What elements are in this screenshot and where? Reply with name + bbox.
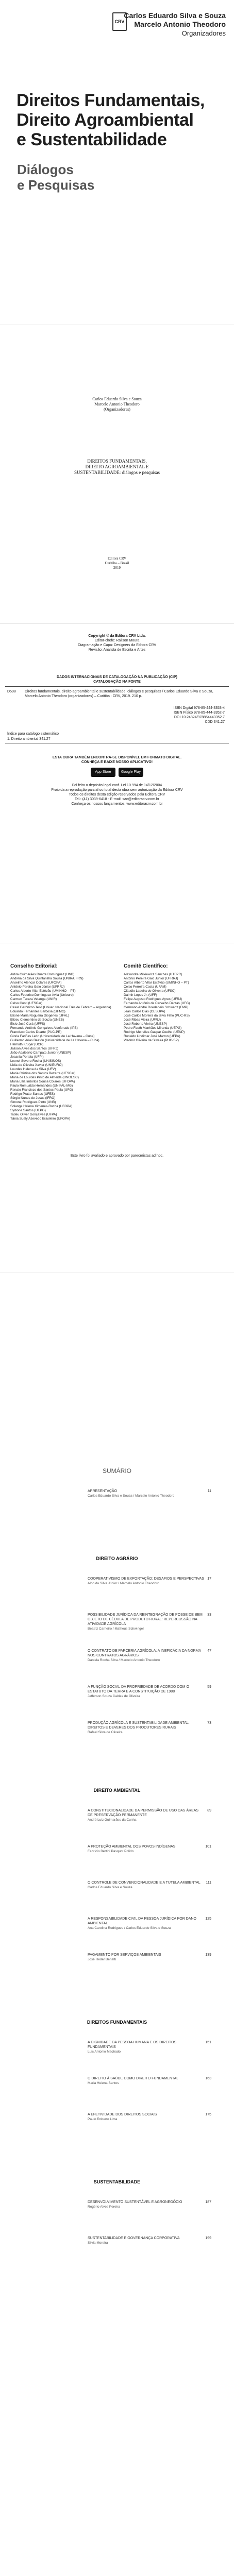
imprint-year: 2019 — [113, 566, 121, 570]
toc-entry-title: A PROTEÇÃO AMBIENTAL DOS POVOS INDÍGENAS — [88, 1845, 176, 1849]
toc-entry[interactable] — [88, 2076, 211, 2086]
toc-entry-page: 59 — [207, 1685, 211, 1689]
board-member: Maria Lília Imbiriba Sousa Colares (UFOPA) — [10, 1080, 75, 1083]
board-note: Este livro foi avaliado e aprovado por pareceristas ad hoc. — [70, 1154, 164, 1158]
toc-entry[interactable] — [88, 1953, 211, 1962]
toc-entry[interactable] — [88, 1844, 211, 1854]
board-member: Celso Conti (UFSCar) — [10, 1002, 43, 1005]
cdd-line: CDD 341.27 — [205, 720, 225, 724]
toc-entry-page: 175 — [205, 2113, 211, 2116]
toc-title: SUMÁRIO — [102, 1467, 131, 1475]
toc-entry-title: A EFETIVIDADE DOS DIREITOS SOCIAIS — [88, 2113, 157, 2116]
toc-entry-title: O DIREITO À SAÚDE COMO DIREITO FUNDAMENTAL — [88, 2077, 179, 2080]
board-member: Felipe Augusto Rodrigues Ayres (UFRJ) — [124, 997, 182, 1001]
cover-subtitle-line: Diálogos — [17, 162, 74, 177]
toc-entry-title: O CONTROLE DE CONVENCIONALIDADE E A TUTELA AMBIENTAL — [88, 1881, 200, 1885]
board-left-list — [10, 973, 121, 1121]
toc-entry[interactable] — [88, 1685, 211, 1699]
toc-entry-title: SUSTENTABILIDADE E GOVERNANÇA CORPORATIVA — [88, 2236, 180, 2240]
toc-entry-page: 101 — [205, 1845, 211, 1849]
title-page — [0, 330, 234, 618]
copyright-line: Copyright © da Editora CRV Ltda. — [88, 634, 146, 638]
title-page-editor: Carlos Eduardo Silva e Souza — [92, 397, 142, 401]
toc-entry[interactable] — [88, 1577, 211, 1586]
board-member: Germano André Doederlein Schwartz (FMP) — [124, 1006, 189, 1009]
copyright-page — [0, 629, 234, 938]
imprint-place: Curitiba – Brasil — [105, 561, 129, 565]
copyright-line: Editor-chefe: Railson Moura — [94, 639, 140, 642]
copyright-line: Revisão: Analista de Escrita e Artes — [88, 648, 146, 652]
google-play-button[interactable]: Google Play — [119, 768, 143, 777]
board-member: Sydione Santos (UEPG) — [10, 1109, 46, 1112]
board-member: Francisco Carlos Duarte (PUC-PR) — [10, 1030, 62, 1034]
table-of-contents — [0, 1484, 234, 2576]
digital-notice-line: ESTA OBRA TAMBÉM ENCONTRA-SE DISPONÍVEL EM FORMATO DIGITAL. — [52, 756, 182, 759]
board-left-title: Conselho Editorial: — [10, 963, 58, 969]
board-member: Maria Cristina dos Santos Bezerra (UFSCar) — [10, 1072, 76, 1075]
toc-entry-page: 17 — [207, 1577, 211, 1581]
board-member: Rodrigo Meirelles Gaspar Coelho (UENP) — [124, 1030, 185, 1034]
rights-line: Tel.: (41) 3039-6418 - E-mail: sac@editoracrv.com.br — [74, 798, 160, 801]
toc-entry-authors: Carlos Eduardo Silva e Souza / Marcelo Antonio Theodoro — [88, 1494, 175, 1498]
cover-editor-2: Marcelo Antonio Theodoro — [134, 20, 226, 28]
board-member: Josania Portela (UFPI) — [10, 1055, 44, 1059]
toc-entry-page: 89 — [207, 1809, 211, 1812]
board-member: Lourdes Helena da Silva (UFV) — [10, 1067, 56, 1071]
toc-entry-title: PRODUÇÃO AGRÍCOLA E SUSTENTABILIDADE AMBIENTAL: DIREITOS E DEVERES DOS PRODUTORES RURAIS — [88, 1721, 190, 1730]
board-member: Gloria Fariñas León (Universidade de La Havana – Cuba) — [10, 1035, 95, 1038]
title-page-role: (Organizadores) — [104, 407, 130, 412]
board-member: Elizeu Clementino de Souza (UNEB) — [10, 1018, 64, 1022]
toc-entry-title: COOPERATIVISMO DE EXPORTAÇÃO: DESAFIOS E PERSPECTIVAS — [88, 1577, 204, 1581]
toc-entry-authors: Rogério Alves Pereira — [88, 2205, 120, 2209]
cover-title-line: e Sustentabilidade — [16, 130, 167, 149]
title-page-title-line: DIREITO AGROAMBIENTAL E — [85, 464, 149, 469]
board-member: Celso Ferreira Costa (UFAM) — [124, 985, 166, 989]
toc-entry-authors: Beatriz Carneiro / Matheus Schwingel — [88, 1627, 144, 1631]
board-member: Carmen Tereza Velanga (UNIR) — [10, 997, 57, 1001]
toc-entry-page: 163 — [205, 2077, 211, 2080]
toc-entry-authors: Ana Carolina Rodrigues / Carlos Eduardo Silva e Souza — [88, 1926, 171, 1930]
isbn-line: ISBN Digital 978-85-444-3353-4 — [173, 706, 225, 710]
toc-entry-page: 199 — [205, 2236, 211, 2240]
board-member: Eduardo Fernandes Barbosa (UFMG) — [10, 1010, 65, 1013]
rights-line: Todos os direitos desta edição reservados pela Editora CRV — [69, 793, 165, 796]
toc-entry[interactable] — [88, 1917, 211, 1930]
toc-entry-title: O CONTRATO DE PARCERIA AGRÍCOLA: A INEFICÁCIA DA NORMA NOS CONTRATOS AGRÁRIOS — [88, 1649, 201, 1657]
toc-section-heading: DIREITO AMBIENTAL — [93, 1788, 141, 1793]
imprint-publisher: Editora CRV — [107, 556, 127, 561]
toc-entry-authors: Luis Antonio Machado — [88, 2050, 121, 2054]
catalog-header — [0, 675, 234, 684]
isbn-line: ISBN Físico 978-85-444-3352-7 — [174, 711, 225, 715]
toc-section-heading: DIREITOS FUNDAMENTAIS — [87, 2020, 147, 2025]
toc-entry[interactable] — [88, 2112, 211, 2122]
toc-entry-page: 187 — [205, 2200, 211, 2204]
cover-subtitle — [17, 162, 94, 193]
title-page-imprint — [0, 556, 234, 570]
board-member: Simone Rodrigues Pinto (UNB) — [10, 1100, 56, 1104]
toc-entry-authors: Rafael Silva de Oliveira — [88, 1731, 123, 1734]
digital-notice-line: CONHEÇA E BAIXE NOSSO APLICATIVO! — [81, 760, 153, 764]
board-member: Fernando Antônio de Carvalho Dantas (UFG) — [124, 1002, 190, 1005]
toc-entry[interactable] — [88, 2040, 211, 2054]
board-member: Lídia de Oliveira Xavier (UNIEURO) — [10, 1063, 63, 1067]
toc-section-heading: DIREITO AGRÁRIO — [96, 1556, 138, 1561]
board-member: Solange Helena Ximenes-Rocha (UFOPA) — [10, 1105, 73, 1108]
toc-entry-page: 125 — [205, 1917, 211, 1921]
board-member: Antônio Pereira Gaio Júnior (UFRRJ) — [10, 985, 65, 989]
toc-entry-authors: Silvia Moreira — [88, 2241, 108, 2245]
rights-block — [0, 783, 234, 806]
cover-editor-1: Carlos Eduardo Silva e Souza — [124, 11, 226, 20]
toc-entry-authors: Daniela Rocha Silva / Marcelo Antonio Theodoro — [88, 1658, 160, 1662]
board-member: Sérgio Nunes de Jesus (IFRO) — [10, 1096, 56, 1100]
toc-entry-title: APRESENTAÇÃO — [88, 1489, 118, 1493]
title-page-editors — [0, 397, 234, 412]
title-page-editor: Marcelo Antonio Theodoro — [94, 402, 140, 406]
cip-text: Direitos fundamentais, direito agroambiental e sustentabilidade: diálogos e pesquisas / Carlos Eduardo Silva e Souza, Marcelo Antonio Theodoro (organizadores) – Curitiba : CRV, 2019. 210 p. — [25, 690, 213, 698]
toc-entry[interactable] — [88, 1489, 211, 1498]
copyright-line: Diagramação e Capa: Designers da Editora CRV — [77, 643, 156, 647]
title-page-title-line: DIREITOS FUNDAMENTAIS, — [87, 459, 147, 464]
board-member: Aldira Guimarães Duarte Domínguez (UNB) — [10, 973, 75, 976]
board-member: Dalmir Lopes Jr. (UFF) — [124, 993, 157, 997]
index-line: 1. Direito ambiental 341.27 — [7, 737, 51, 741]
toc-entry[interactable] — [88, 2200, 211, 2209]
isbn-block — [173, 706, 225, 724]
index-header: Índice para catálogo sistemático — [7, 732, 59, 736]
board-member: Alexandre Milkiewicz Sanches (UTFPR) — [124, 973, 182, 976]
toc-entry-title: A RESPONSABILIDADE CIVIL DA PESSOA JURÍDICA POR DANO AMBIENTAL — [88, 1917, 196, 1925]
board-member: Tadeu Oliver Gonçalves (UFPA) — [10, 1113, 57, 1116]
toc-entry-title: A FUNÇÃO SOCIAL DA PROPRIEDADE DE ACORDO COM O ESTATUTO DA TERRA E A CONSTITUIÇÃO DE 1988 — [88, 1685, 189, 1693]
toc-entry-page: 111 — [206, 1881, 211, 1885]
board-member: Vladmir Oliveira da Silveira (PUC-SP) — [124, 1039, 179, 1042]
cover-title — [16, 91, 223, 149]
board-right-list — [124, 973, 227, 1043]
board-member: Jean Carlos Dias (CESUPA) — [124, 1010, 165, 1013]
cover-title-line: Direito Agroambiental — [16, 110, 194, 130]
doi-line: DOI 10.24824/978854443352.7 — [174, 716, 225, 719]
board-member: Fernando Antônio Gonçalves Alcoforado (IPB) — [10, 1026, 78, 1030]
toc-entry-authors: Paulo Roberto Lima — [88, 2117, 118, 2121]
title-page-title-line: SUSTENTABILIDADE: diálogos e pesquisas — [74, 470, 160, 475]
copyright-lines — [0, 634, 234, 652]
app-store-button[interactable]: App Store — [91, 768, 115, 777]
board-member: Tânia Suely Azevedo Brasileiro (UFOPA) — [10, 1117, 71, 1121]
toc-entry-authors: José Heder Benatti — [88, 1958, 116, 1961]
board-member: Cesar Gerónimo Tello (Univer. Nacional Três de Febrero – Argentina) — [10, 1006, 111, 1009]
toc-entry-authors: Jefferson Souza Caldas de Oliveira — [88, 1694, 140, 1698]
toc-entry-page: 33 — [207, 1613, 211, 1617]
board-member: Carlos Alberto Vilar Estêvão (UMINHO – PT) — [10, 989, 76, 993]
publisher-name: CRV — [114, 19, 125, 24]
toc-entry-title: POSSIBILIDADE JURÍDICA DA REINTEGRAÇÃO DE POSSE DE BEM OBJETO DE CÉDULA DE PRODUTO RURAL: REPERCUSSÃO NA ATIVIDADE AGRÍCOLA — [88, 1613, 203, 1626]
board-member: Elione Maria Nogueira Diogenes (UFAL) — [10, 1014, 70, 1018]
board-right-title: Comitê Científico: — [124, 963, 168, 969]
board-member: Leonel Severo Rocha (UNISINOS) — [10, 1059, 61, 1063]
toc-entry-page: 139 — [205, 1953, 211, 1957]
cip-label: D598 — [7, 690, 16, 693]
digital-notice — [0, 755, 234, 765]
toc-entry-title: A CONSTITUCIONALIDADE DA PERMISSÃO DE USO DAS ÁREAS DE PRESERVAÇÃO PERMANENTE — [88, 1809, 199, 1817]
board-member: Jailson Alves dos Santos (UFRJ) — [10, 1047, 59, 1050]
board-member: Pedro Fauth Manhães Miranda (UEPG) — [124, 1026, 182, 1030]
catalog-header-line: DADOS INTERNACIONAIS DE CATALOGAÇÃO NA PUBLICAÇÃO (CIP) — [57, 675, 177, 679]
cover-editors — [124, 11, 226, 38]
toc-entry-page: 11 — [207, 1489, 211, 1493]
toc-entry[interactable] — [88, 1808, 211, 1822]
board-member: Maria de Lourdes Pinto de Almeida (UNOESC) — [10, 1076, 79, 1079]
board-member: Anselmo Alencar Colares (UFOPA) — [10, 981, 62, 985]
board-member: Renato Francisco dos Santos Paula (UFG) — [10, 1088, 73, 1092]
toc-entry[interactable] — [88, 1649, 211, 1663]
toc-entry-page: 151 — [205, 2041, 211, 2044]
board-member: Andréia da Silva Quintanilha Sousa (UNIR/UFRN) — [10, 977, 83, 980]
catalog-header-line: CATALOGAÇÃO NA FONTE — [93, 680, 141, 684]
rights-line: Proibida a reprodução parcial ou total desta obra sem autorização da Editora CRV — [51, 788, 183, 792]
board-member: Carlos Alberto Vilar Estêvão (UMINHO – PT) — [124, 981, 189, 985]
toc-entry-authors: Carlos Eduardo Silva e Souza — [88, 1886, 132, 1889]
toc-entry[interactable] — [88, 1613, 211, 1631]
toc-section-heading: SUSTENTABILIDADE — [93, 2179, 141, 2184]
board-member: Antônio Pereira Gaio Junior (UFRRJ) — [124, 977, 178, 980]
board-member: Paulo Romualdo Hernandes (UNIFAL-MG) — [10, 1084, 73, 1088]
board-page — [0, 948, 234, 1267]
toc-entry-title: A DIGNIDADE DA PESSOA HUMANA E OS DIREITOS FUNDAMENTAIS — [88, 2041, 177, 2049]
board-member: João Adalberto Campato Junior (UNESP) — [10, 1051, 71, 1055]
cover-title-line: Direitos Fundamentais, — [16, 91, 205, 110]
cover-subtitle-line: e Pesquisas — [17, 177, 95, 193]
toc-entry-page: 73 — [207, 1721, 211, 1725]
cover-page — [0, 0, 234, 319]
board-member: Rodrigo Pratte-Santos (UFES) — [10, 1092, 55, 1096]
rights-line: Conheça os nossos lançamentos: www.editoracrv.com.br — [71, 802, 163, 806]
board-member: Guillermo Arias Beatón (Universidade de La Havana – Cuba) — [10, 1039, 99, 1042]
toc-entry-authors: André Luiz Guimarães da Cunha — [88, 1818, 137, 1822]
board-member: José Carlos Moreira da Silva Filho (PUC-RS) — [124, 1014, 190, 1018]
toc-entry-authors: Aldo da Silva Júnior / Marcelo Antonio Theodoro — [88, 1582, 159, 1585]
toc-entry-authors: Fabrício Bertini Pasquot Polido — [88, 1850, 134, 1853]
rights-line: Foi feito o depósito legal conf. Lei 10.994 de 14/12/2004 — [72, 784, 162, 787]
board-member: Cláudio Ladeira de Oliveira (UFSC) — [124, 989, 176, 993]
toc-entry[interactable] — [88, 2236, 211, 2245]
toc-entry[interactable] — [88, 1721, 211, 1735]
title-page-title — [0, 459, 234, 476]
cover-editors-role: Organizadores — [181, 29, 226, 37]
board-member: José Roberto Vieira (UNESP) — [124, 1022, 168, 1026]
toc-entry-title: DESENVOLVIMENTO SUSTENTÁVEL E AGRONEGÓCIO — [88, 2200, 182, 2204]
toc-entry-page: 47 — [207, 1649, 211, 1653]
board-member: José Ribas Vieira (UFRJ) — [124, 1018, 161, 1022]
toc-entry-title: PAGAMENTO POR SERVIÇOS AMBIENTAIS — [88, 1953, 161, 1957]
toc-entry[interactable] — [88, 1880, 211, 1890]
board-member: Élsio José Corá (UFFS) — [10, 1022, 45, 1026]
toc-entry-authors: Maria Helena Santos — [88, 2081, 119, 2085]
board-member: Carlos Federico Dominguez Avila (Unieuro) — [10, 993, 74, 997]
board-member: Helmuth Krüger (UCP) — [10, 1043, 44, 1046]
board-member: Ronaldo Lindimar José Marton (UFPA) — [124, 1035, 180, 1038]
